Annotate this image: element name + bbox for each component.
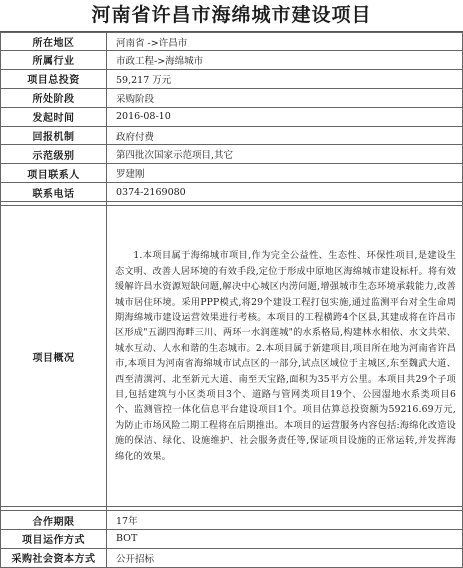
table-row bbox=[1, 183, 463, 202]
row-value-phone: 0374-2169080 bbox=[107, 183, 463, 202]
project-info-table bbox=[0, 32, 463, 568]
row-label-contact: 项目联系人 bbox=[1, 164, 107, 183]
row-label-region: 所在地区 bbox=[1, 33, 107, 51]
table-row bbox=[1, 107, 463, 126]
row-label-term: 合作期限 bbox=[1, 511, 107, 530]
row-value-stage: 采购阶段 bbox=[107, 88, 463, 107]
row-label-investment: 项目总投资 bbox=[1, 69, 107, 88]
row-label-stage: 所处阶段 bbox=[1, 88, 107, 107]
table-row bbox=[1, 51, 463, 70]
table-row bbox=[1, 145, 463, 164]
table-row bbox=[1, 530, 463, 549]
table-row bbox=[1, 33, 463, 51]
row-label-industry: 所属行业 bbox=[1, 51, 107, 70]
row-value-return-mechanism: 政府付费 bbox=[107, 126, 463, 145]
document-title: 河南省许昌市海绵城市建设项目 bbox=[0, 0, 463, 32]
row-label-phone: 联系电话 bbox=[1, 183, 107, 202]
row-value-operation-mode: BOT bbox=[107, 530, 463, 549]
table-row bbox=[1, 548, 463, 567]
row-label-return-mechanism: 回报机制 bbox=[1, 126, 107, 145]
row-value-term: 17年 bbox=[107, 511, 463, 530]
table-row bbox=[1, 126, 463, 145]
overview-row bbox=[1, 206, 463, 507]
row-value-contact: 罗建刚 bbox=[107, 164, 463, 183]
table-row bbox=[1, 511, 463, 530]
row-label-procurement-method: 采购社会资本方式 bbox=[1, 548, 107, 567]
row-value-industry: 市政工程->海绵城市 bbox=[107, 51, 463, 70]
row-label-operation-mode: 项目运作方式 bbox=[1, 530, 107, 549]
row-value-demo-level: 第四批次国家示范项目,其它 bbox=[107, 145, 463, 164]
overview-text: 1.本项目属于海绵城市项目,作为完全公益性、生态性、环保性项目,是建设生态文明、改善人居环境的有效手段,定位于形成中原地区海绵城市建设标杆。将有效缓解许昌水资源短缺问题,解决中心城区内涝问题,增强城市生态环境承载能力,改善城市居住环境。采用PPP模式,将29个建设工程打包实施,通过监测平台对全生命周期海绵城市建设运营效果进行考核。本项目的工程横跨4个区县,其建成将在许昌市区形成"五湖四海畔三川、两环一水润莲城"的水系格局,构建林水相依、水文共荣、城水互动、人水和谐的生态城市。2.本项目属于新建项目,项目所在地为河南省许昌市,本项目为河南省海绵城市试点区的一部分,试点区域位于主城区,东至魏武大道、西至清潩河、北至新元大道、南至天宝路,面积为35平方公里。本项目共29个子项目,包括建筑与小区类项目3个、道路与管网类项目19个、公园湿地水系类项目6个、监测管控一体化信息平台建设项目1个。项目估算总投资额为59216.69万元,为防止市场风险二期工程将在后期推出。本项目的运营服务内容包括:海绵化改造设施的保洁、绿化、设施维护、社会服务责任等,保证项目设施的正常运转,并发挥海绵化的效果。 bbox=[107, 206, 463, 507]
row-label-start-date: 发起时间 bbox=[1, 107, 107, 126]
row-value-start-date: 2016-08-10 bbox=[107, 107, 463, 126]
table-row bbox=[1, 69, 463, 88]
row-label-demo-level: 示范级别 bbox=[1, 145, 107, 164]
row-value-procurement-method: 公开招标 bbox=[107, 548, 463, 567]
row-value-investment: 59,217 万元 bbox=[107, 69, 463, 88]
row-value-region: 河南省 ->许昌市 bbox=[107, 33, 463, 51]
overview-label: 项目概况 bbox=[1, 206, 107, 507]
table-row bbox=[1, 88, 463, 107]
table-row bbox=[1, 164, 463, 183]
